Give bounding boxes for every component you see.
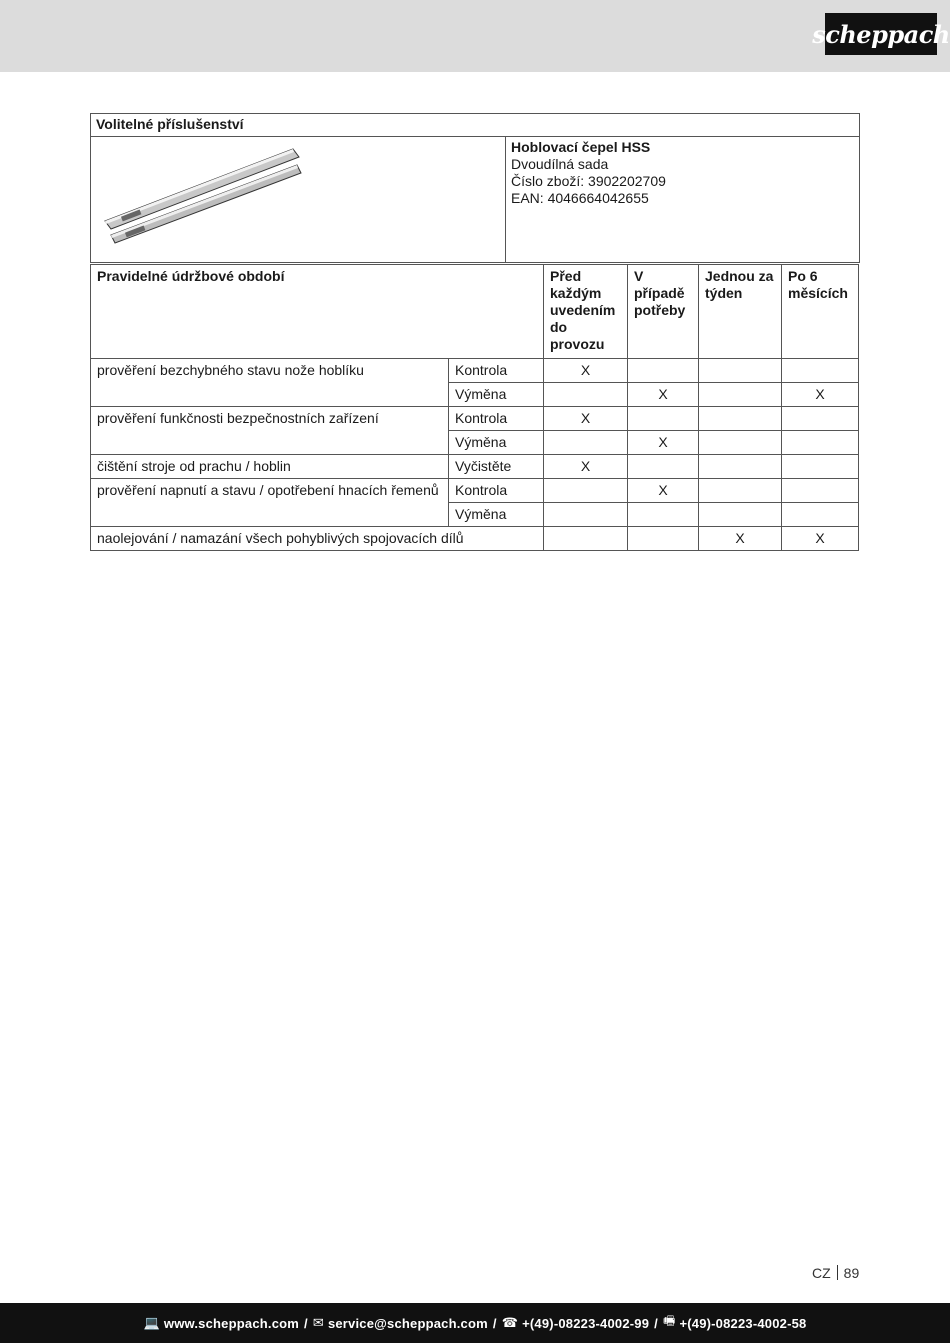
divider <box>837 1265 838 1280</box>
footer-phone[interactable]: +(49)-08223-4002-99 <box>522 1315 650 1331</box>
table-row <box>91 479 859 503</box>
column-header: Jednou za týden <box>699 265 782 359</box>
footer-fax: +(49)-08223-4002-58 <box>679 1315 807 1331</box>
accessories-heading: Volitelné příslušenství <box>91 114 860 137</box>
mark-cell: X <box>628 431 699 455</box>
mark-cell <box>699 431 782 455</box>
mark-cell <box>782 407 859 431</box>
action-cell: Kontrola <box>449 479 544 503</box>
product-ean: EAN: 4046664042655 <box>511 190 649 206</box>
mark-cell <box>782 359 859 383</box>
maintenance-heading: Pravidelné údržbové období <box>91 265 544 359</box>
mark-cell: X <box>699 527 782 551</box>
action-cell: Kontrola <box>449 359 544 383</box>
mark-cell <box>782 479 859 503</box>
column-header: Po 6 měsících <box>782 265 859 359</box>
footer-separator: / <box>304 1315 308 1331</box>
action-cell: Výměna <box>449 503 544 527</box>
task-cell: prověření napnutí a stavu / opotřebení hnacích řemenů <box>91 479 449 527</box>
footer-separator: / <box>492 1315 497 1331</box>
mark-cell <box>544 479 628 503</box>
product-image-cell <box>91 137 506 263</box>
page-number <box>812 1265 859 1281</box>
task-cell: prověření funkčnosti bezpečnostních zařízení <box>91 407 449 455</box>
accessories-table <box>90 113 860 263</box>
mark-cell: X <box>782 383 859 407</box>
logo-text: scheppach <box>812 19 950 49</box>
mark-cell <box>699 503 782 527</box>
table-row <box>91 359 859 383</box>
mark-cell <box>544 527 628 551</box>
mark-cell: X <box>544 407 628 431</box>
fax-icon: 🖷 <box>662 1313 676 1328</box>
mark-cell: X <box>628 383 699 407</box>
table-row <box>91 407 859 431</box>
footer-separator: / <box>654 1315 658 1331</box>
task-cell: naolejování / namazání všech pohyblivých spojovacích dílů <box>91 527 544 551</box>
mark-cell <box>628 527 699 551</box>
language-code: CZ <box>812 1265 831 1281</box>
table-row <box>91 455 859 479</box>
action-cell: Výměna <box>449 431 544 455</box>
mark-cell <box>699 455 782 479</box>
envelope-icon: ✉ <box>312 1315 324 1330</box>
footer-bar <box>0 1303 950 1343</box>
mark-cell <box>628 359 699 383</box>
table-row <box>91 527 859 551</box>
column-header: V případě potřeby <box>628 265 699 359</box>
mark-cell <box>782 503 859 527</box>
action-cell: Výměna <box>449 383 544 407</box>
mark-cell: X <box>628 479 699 503</box>
maintenance-header-row <box>91 265 859 359</box>
product-info <box>506 137 860 263</box>
product-set: Dvoudílná sada <box>511 156 609 172</box>
mark-cell: X <box>544 455 628 479</box>
mark-cell <box>628 455 699 479</box>
mark-cell <box>628 503 699 527</box>
product-number: Číslo zboží: 3902202709 <box>511 173 666 189</box>
footer-email[interactable]: service@scheppach.com <box>327 1315 488 1331</box>
page-number-value: 89 <box>843 1265 860 1281</box>
mark-cell <box>699 407 782 431</box>
product-name: Hoblovací čepel HSS <box>511 139 651 155</box>
computer-icon: 💻 <box>143 1315 160 1330</box>
mark-cell <box>699 383 782 407</box>
header-band <box>0 0 950 72</box>
mark-cell <box>544 431 628 455</box>
action-cell: Vyčistěte <box>449 455 544 479</box>
mark-cell <box>782 431 859 455</box>
action-cell: Kontrola <box>449 407 544 431</box>
mark-cell: X <box>782 527 859 551</box>
telephone-icon: ☎ <box>501 1315 519 1330</box>
mark-cell <box>628 407 699 431</box>
column-header: Před každým uvedením do provozu <box>544 265 628 359</box>
brand-logo <box>812 13 950 55</box>
planer-blade-image <box>103 143 303 253</box>
mark-cell <box>544 503 628 527</box>
task-cell: čištění stroje od prachu / hoblin <box>91 455 449 479</box>
footer-website[interactable]: www.scheppach.com <box>163 1315 300 1331</box>
mark-cell <box>699 479 782 503</box>
mark-cell: X <box>544 359 628 383</box>
mark-cell <box>544 383 628 407</box>
task-cell: prověření bezchybného stavu nože hoblíku <box>91 359 449 407</box>
mark-cell <box>699 359 782 383</box>
maintenance-table <box>90 264 859 551</box>
mark-cell <box>782 455 859 479</box>
